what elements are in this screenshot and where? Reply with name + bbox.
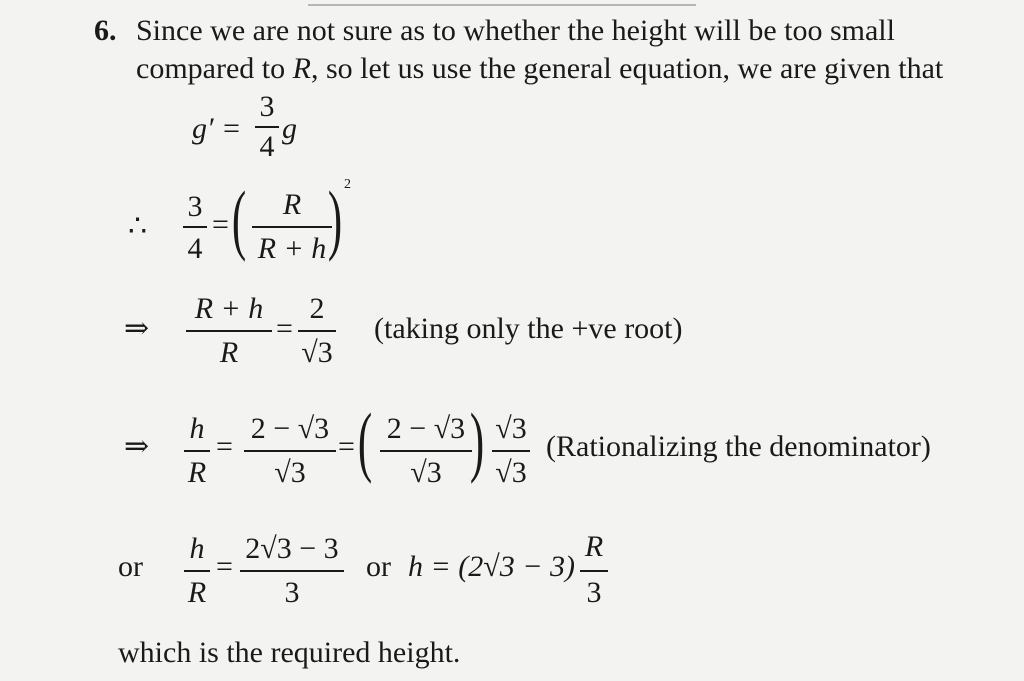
eq4-equals-2: = — [338, 430, 355, 463]
eq4-num: h — [189, 412, 205, 445]
eq1-num: 3 — [259, 90, 275, 123]
eq2-right-paren: ) — [327, 175, 343, 262]
eq4-bar — [184, 450, 210, 452]
eq3-implies: ⇒ — [124, 312, 150, 345]
eq4-f3-den: √3 — [410, 456, 442, 489]
eq3-num: R + h — [194, 292, 264, 325]
intro-line-1: Since we are not sure as to whether the height will be too small — [136, 14, 895, 47]
eq3-equals: = — [276, 312, 293, 345]
eq5-bar — [184, 570, 210, 572]
eq2-den: 4 — [187, 232, 203, 265]
eq5-den: R — [187, 576, 207, 609]
eq4-implies: ⇒ — [124, 430, 150, 463]
eq3-note: (taking only the +ve root) — [374, 312, 683, 345]
eq4-f3-bar — [380, 450, 472, 452]
eq5-rnum: 2√3 − 3 — [245, 532, 339, 565]
eq5-fbar — [580, 570, 608, 572]
eq4-f2-bar — [244, 450, 336, 452]
eq4-left-paren: ( — [357, 397, 373, 484]
eq4-equals-1: = — [216, 430, 233, 463]
eq3-den: R — [219, 336, 239, 369]
eq5-fden: 3 — [586, 576, 602, 609]
eq3-rnum: 2 — [309, 292, 325, 325]
intro-line-2: compared to R, so let us use the general equation, we are given that — [136, 52, 944, 85]
eq4-note: (Rationalizing the denominator) — [546, 430, 931, 463]
conclusion-text: which is the required height. — [118, 636, 461, 669]
eq5-rden: 3 — [284, 576, 300, 609]
eq2-equals: = — [212, 208, 229, 241]
eq2-left-paren: ( — [231, 175, 247, 262]
eq5-or: or — [118, 550, 143, 583]
eq5-equals: = — [216, 550, 233, 583]
eq4-f2-den: √3 — [274, 456, 306, 489]
eq1-lhs: g′ = — [192, 112, 242, 145]
eq2-bar — [183, 226, 207, 228]
eq4-f4-den: √3 — [495, 456, 527, 489]
top-rule — [308, 4, 696, 6]
eq2-inner-den: R + h — [257, 232, 327, 265]
eq1-den: 4 — [259, 130, 275, 163]
eq3-bar — [186, 330, 272, 332]
eq2-inner-bar — [252, 226, 332, 228]
eq5-num: h — [189, 532, 205, 565]
eq5-or-2: or — [366, 550, 391, 583]
problem-number: 6. — [94, 14, 117, 47]
eq4-right-paren: ) — [469, 397, 485, 484]
eq4-f4-bar — [492, 450, 530, 452]
eq2-inner-num: R — [282, 188, 302, 221]
eq4-f2-num: 2 − √3 — [250, 412, 330, 445]
eq2-therefore: ∴ — [128, 210, 148, 243]
eq4-f3-num: 2 − √3 — [386, 412, 466, 445]
eq2-num: 3 — [187, 190, 203, 223]
eq5-rbar — [240, 570, 344, 572]
eq2-exponent: 2 — [344, 177, 351, 192]
eq5-h-expr: h = (2√3 − 3) — [408, 550, 575, 583]
eq4-f4-num: √3 — [495, 412, 527, 445]
eq3-rbar — [298, 330, 336, 332]
eq3-rden: √3 — [301, 336, 333, 369]
eq1-bar — [255, 126, 279, 128]
eq5-fnum: R — [584, 530, 604, 563]
eq4-den: R — [187, 456, 207, 489]
eq1-rhs: g — [282, 112, 297, 145]
